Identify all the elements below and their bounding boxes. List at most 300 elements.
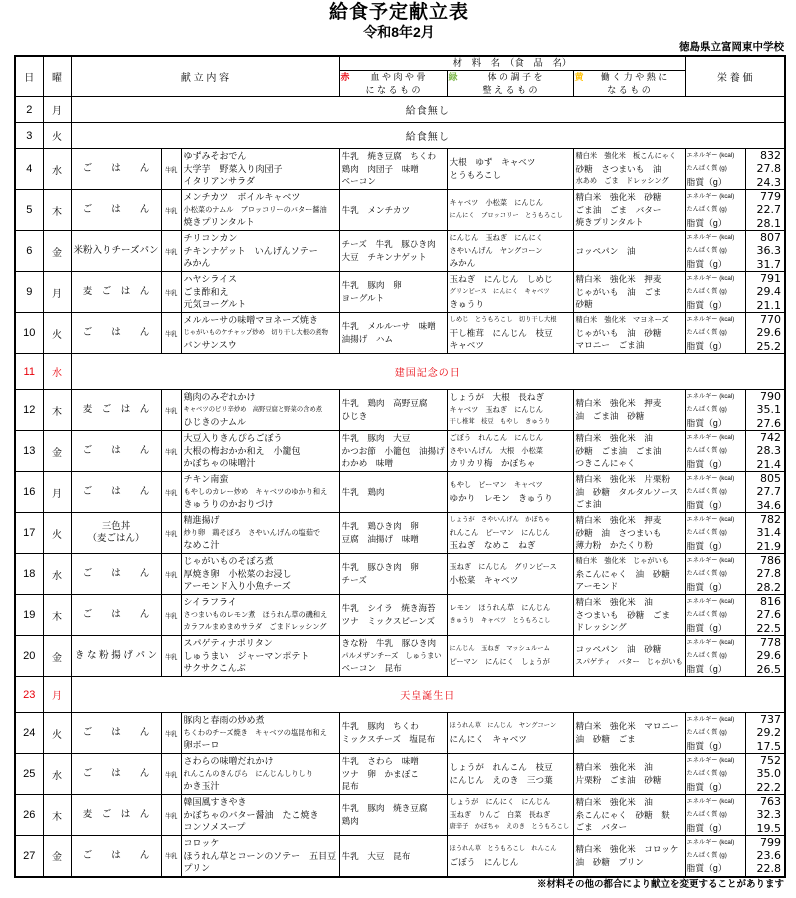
yellow-foods-cell [573,713,685,754]
yellow-foods-cell [573,390,685,431]
nutrition-label: 脂質（g） [686,781,727,792]
nutrition-value: 27.8 [756,567,782,581]
text-line: ひじきのナムル [183,417,247,428]
text-line: 玉ねぎ りんご 白菜 長ねぎ [449,809,551,819]
text-line: 玉ねぎ にんじん しめじ [449,274,553,285]
staple-line: ご は ん [82,727,150,738]
nutrition-value: 35.1 [756,403,782,417]
dishes-cell [181,595,339,636]
text-line: れんこんのきんぴら にんじんしりしり [183,768,313,778]
nutrition-label: たんぱく質 (g) [686,165,727,173]
nutrition-label: たんぱく質 (g) [686,247,727,255]
nutrition-value: 25.2 [756,339,782,353]
dishes-cell [181,513,339,554]
milk-cell: 牛乳 [161,272,181,313]
weekday-cell: 水 [43,149,71,190]
text-line: コンソメスープ [183,822,246,833]
text-line: かぼちゃの味噌汁 [183,458,256,469]
dishes-cell [181,149,339,190]
nutrition-label: 脂質（g） [686,217,727,228]
nutrition-label: 脂質（g） [686,540,727,551]
text-line: 牛乳 豚肉 大豆 [341,433,411,444]
text-line: 精白米 強化米 油 [575,597,653,608]
nutrition-value: 816 [760,595,782,609]
nutrition-value: 29.4 [756,285,782,299]
table-row [15,754,785,795]
text-line: 牛乳 豚肉 卵 [341,280,402,291]
yellow-foods-cell [573,554,685,595]
text-line: 油 ごま油 砂糖 [575,411,645,421]
day-cell: 23 [15,677,43,713]
text-line: 牛乳 鶏肉 高野豆腐 [341,398,428,409]
nutrition-value: 29.2 [756,726,782,740]
nutrition-labels-cell [685,513,745,554]
text-line: きゅうりのかおりづけ [183,499,274,510]
staple-line: ご は ん [82,486,150,497]
green-foods-cell [447,472,573,513]
nutrition-value: 29.6 [756,326,782,340]
table-row [15,390,785,431]
nutrition-labels-cell [685,472,745,513]
day-cell: 24 [15,713,43,754]
text-line: イタリアンサラダ [183,176,256,187]
nutrition-label: たんぱく質 (g) [686,811,727,819]
day-cell: 9 [15,272,43,313]
text-line: つきこんにゃく [575,458,636,469]
staple-cell [71,836,161,877]
text-line: 大豆入りきんぴらごぼう [183,433,283,444]
milk-cell: 牛乳 [161,190,181,231]
day-cell: 25 [15,754,43,795]
nutrition-value: 35.0 [756,767,782,781]
text-line: カリカリ梅 かぼちゃ [449,458,536,469]
text-line: 昆布 [341,781,359,792]
text-line: ちくわのチーズ焼き キャベツの塩昆布和え [183,727,327,737]
green-foods-cell [447,595,573,636]
text-line: ヨーグルト [341,293,385,303]
nutrition-value: 31.4 [756,526,782,540]
milk-cell: 牛乳 [161,149,181,190]
green-foods-cell [447,313,573,354]
text-line: じゃがいものケチャップ炒め 切り干し大根の煮物 [183,328,328,336]
dishes-cell [181,390,339,431]
milk-cell: 牛乳 [161,513,181,554]
staple-cell [71,513,161,554]
yellow-foods-cell [573,231,685,272]
nutrition-labels-cell [685,636,745,677]
weekday-cell: 金 [43,636,71,677]
text-line: さつまいものレモン煮 ほうれん草の磯和え [183,609,328,619]
text-line: きゅうり キャベツ とうもろこし [449,617,551,624]
milk-cell: 牛乳 [161,595,181,636]
nutrition-label: 脂質（g） [686,499,727,510]
milk-cell: 牛乳 [161,313,181,354]
nutrition-values-cell [745,513,785,554]
text-line: カラフルまめまめサラダ ごまドレッシング [183,622,327,632]
nutrition-label: たんぱく質 (g) [686,611,727,619]
nutrition-label: エネルギー (kcal) [686,557,735,565]
text-line: みかん [449,258,476,269]
milk-cell: 牛乳 [161,754,181,795]
nutrition-label: エネルギー (kcal) [686,275,735,283]
text-line: 片栗粉 ごま油 砂糖 [575,775,662,785]
text-line: 精白米 強化米 押麦 [575,398,662,409]
nutrition-values-cell [745,595,785,636]
text-line: にんじん 玉ねぎ にんにく [449,233,543,243]
text-line: グリンピース にんにく キャベツ [449,287,550,295]
staple-cell [71,272,161,313]
yellow-foods-cell [573,431,685,472]
header-red-group: 赤 血 や 肉 や 骨 に な る も の [339,71,447,97]
red-foods-cell [339,149,447,190]
text-line: 糸こんにゃく 砂糖 麩 [575,809,670,820]
dishes-cell [181,636,339,677]
staple-line: ご は ん [82,849,150,861]
nutrition-value: 21.9 [756,539,782,553]
text-line: 炒り卵 鶏そぼろ さやいんげんの塩茹で [183,527,321,537]
nutrition-label: エネルギー (kcal) [686,639,735,647]
text-line: きな粉 牛乳 豚ひき肉 [341,638,437,649]
text-line: アーモンド入り小魚チーズ [183,581,291,592]
text-line: 小松菜 キャベツ [449,575,519,585]
green-foods-cell [447,636,573,677]
text-line: 大根 ゆず キャベツ [449,157,536,168]
text-line: ごま バター [575,822,628,833]
nutrition-label: たんぱく質 (g) [686,729,727,737]
nutrition-value: 770 [760,313,782,327]
menu-table-body [15,97,785,877]
text-line: 大学芋 野菜入り肉団子 [183,163,283,174]
nutrition-label: たんぱく質 (g) [686,570,727,578]
weekday-cell: 月 [43,272,71,313]
nutrition-value: 27.8 [756,162,782,176]
text-line: ほうれん草 とうもろこし れんこん [449,845,557,853]
green-foods-cell [447,554,573,595]
red-foods-cell [339,390,447,431]
text-line: 油 砂糖 プリン [575,856,644,867]
nutrition-labels-cell [685,754,745,795]
text-line: にんにく ブロッコリー とうもろこし [449,212,563,219]
milk-cell: 牛乳 [161,795,181,836]
text-line: みかん [183,258,211,269]
text-line: 厚焼き卵 小松菜のお浸し [183,568,292,579]
nutrition-labels-cell [685,836,745,877]
nutrition-value: 27.7 [756,485,782,499]
weekday-cell: 火 [43,123,71,149]
text-line: じゃがいも 油 ごま [575,286,662,297]
header-day: 日 [15,56,43,97]
nutrition-label: たんぱく質 (g) [686,770,727,778]
day-cell: 10 [15,313,43,354]
header-nutrition: 栄 養 価 [685,56,785,97]
staple-cell [71,636,161,677]
green-foods-cell [447,431,573,472]
day-cell: 2 [15,97,43,123]
staple-line: 三色丼 [101,521,131,532]
text-line: チーズ 牛乳 豚ひき肉 [341,239,436,250]
text-line: 精白米 強化米 マヨネーズ [575,315,669,325]
nutrition-label: エネルギー (kcal) [686,598,735,606]
text-line: ほうれん草 にんじん ヤングコーン [449,722,557,730]
text-line: チリコンカン [183,233,238,244]
header-materials: 材 料 名 （食 品 名） [339,56,685,71]
nutrition-label: たんぱく質 (g) [686,406,727,414]
table-row [15,313,785,354]
text-line: 小松菜のナムル ブロッコリーのバター醤油 [183,204,327,214]
text-line: 元気ヨーグルト [183,299,247,310]
staple-line: 米粉入りチーズパン [73,245,159,256]
nutrition-value: 22.7 [756,203,782,217]
dishes-cell [181,431,339,472]
staple-cell [71,754,161,795]
yellow-foods-cell [573,272,685,313]
text-line: ベーコン [341,176,376,187]
nutrition-labels-cell [685,431,745,472]
day-cell: 26 [15,795,43,836]
nutrition-value: 24.3 [756,175,782,189]
staple-cell [71,595,161,636]
table-row [15,97,785,123]
dishes-cell [181,313,339,354]
text-line: 砂糖 [575,299,593,310]
text-line: 精白米 強化米 砂糖 [575,192,662,203]
staple-cell [71,313,161,354]
text-line: ごぼう にんじん [449,856,519,867]
weekday-cell: 金 [43,836,71,877]
nutrition-label: 脂質（g） [686,581,727,592]
text-line: 精進揚げ [183,515,220,526]
table-row [15,190,785,231]
nutrition-values-cell [745,313,785,354]
text-line: 豆腐 油揚げ 味噌 [341,534,419,544]
weekday-cell: 木 [43,390,71,431]
table-row [15,836,785,877]
green-foods-cell [447,795,573,836]
nutrition-label: たんぱく質 (g) [686,652,727,660]
nutrition-value: 29.6 [756,649,782,663]
header-yellow-group: 黄 働 く 力 や 熱 に な る も の [573,71,685,97]
yellow-group-mark: 黄 [574,72,584,82]
text-line: 大根の梅おかか和え 小籠包 [183,445,301,456]
yellow-foods-cell [573,513,685,554]
weekday-cell: 木 [43,795,71,836]
red-foods-cell [339,595,447,636]
no-lunch-cell: 給食無し [71,97,785,123]
dishes-cell [181,795,339,836]
staple-line: ご は ん [82,768,150,779]
weekday-cell: 水 [43,754,71,795]
nutrition-labels-cell [685,713,745,754]
dishes-cell [181,754,339,795]
text-line: 精白米 強化米 片栗粉 [575,474,671,485]
text-line: 鶏肉 [341,816,359,826]
milk-cell: 牛乳 [161,390,181,431]
text-line: なめこ汁 [183,540,220,551]
text-line: 油 砂糖 タルタルソース [575,486,678,497]
dishes-cell [181,231,339,272]
nutrition-values-cell [745,149,785,190]
yellow-foods-cell [573,754,685,795]
day-cell: 27 [15,836,43,877]
text-line: 牛乳 シイラ 焼き海苔 [341,603,436,614]
text-line: 水あめ ごま ドレッシング [575,176,669,186]
nutrition-label: 脂質（g） [686,417,727,428]
table-row [15,554,785,595]
nutrition-value: 28.3 [756,444,782,458]
text-line: ゆかり レモン きゅうり [449,493,553,503]
day-cell: 4 [15,149,43,190]
text-line: 牛乳 メルルーサ 味噌 [341,321,436,332]
day-cell: 3 [15,123,43,149]
text-line: スパゲティナポリタン [183,638,273,649]
nutrition-values-cell [745,836,785,877]
text-line: 牛乳 豚ひき肉 卵 [341,562,419,573]
table-row [15,677,785,713]
text-line: きゅうり [449,299,484,310]
page-subtitle: 令和8年2月 [363,24,435,40]
text-line: メルルーサの味噌マヨネーズ焼き [183,315,318,326]
yellow-foods-cell [573,190,685,231]
green-group-mark: 緑 [448,72,458,82]
text-line: 牛乳 豚肉 焼き豆腐 [341,803,428,814]
weekday-cell: 水 [43,354,71,390]
text-line: ツナ ミックスビーンズ [341,616,436,626]
nutrition-label: エネルギー (kcal) [686,516,735,524]
nutrition-value: 23.6 [756,849,782,863]
staple-cell [71,713,161,754]
text-line: かぼちゃのバター醤油 たこ焼き [183,809,319,820]
staple-line: ご は ん [82,609,150,620]
footnote: ※材料その他の都合により献立を変更することがあります [536,878,784,890]
red-foods-cell [339,472,447,513]
green-foods-cell [447,190,573,231]
lunch-menu-table [14,55,786,878]
text-line: 韓国風すきやき [183,797,247,808]
nutrition-value: 791 [760,272,782,286]
red-foods-cell [339,636,447,677]
text-line: 精白米 強化米 油 [575,762,653,773]
nutrition-value: 28.1 [756,216,782,230]
yellow-foods-cell [573,149,685,190]
nutrition-value: 778 [760,636,782,650]
nutrition-label: 脂質（g） [686,663,727,674]
school-name: 徳島県立富岡東中学校 [679,41,784,53]
text-line: ピーマン にんにく しょうが [449,657,550,666]
text-line: 玉ねぎ にんじん グリンピース [449,562,557,572]
green-foods-cell [447,149,573,190]
staple-cell [71,190,161,231]
nutrition-labels-cell [685,272,745,313]
text-line: 牛乳 鶏肉 [341,486,385,497]
green-foods-cell [447,272,573,313]
text-line: スパゲティ バター じゃがいも [575,657,683,666]
red-group-mark: 赤 [340,72,350,82]
nutrition-values-cell [745,754,785,795]
nutrition-label: たんぱく質 (g) [686,488,727,496]
yellow-foods-cell [573,472,685,513]
nutrition-labels-cell [685,795,745,836]
nutrition-value: 752 [760,754,782,768]
staple-line: ご は ん [82,204,150,215]
table-row [15,149,785,190]
text-line: にんじん えのき 三つ葉 [449,775,553,785]
text-line: 焼きプリンタルト [183,217,255,228]
nutrition-label: 脂質（g） [686,458,727,469]
text-line: もやしのカレー炒め キャベツのゆかり和え [183,486,328,496]
text-line: パルメザンチーズ しゅうまい [341,650,442,660]
text-line: キャベツ 玉ねぎ にんじん [449,404,543,414]
text-line: 牛乳 鶏ひき肉 卵 [341,521,419,532]
nutrition-labels-cell [685,231,745,272]
day-cell: 6 [15,231,43,272]
dishes-cell [181,836,339,877]
nutrition-value: 27.6 [756,608,782,622]
nutrition-label: 脂質（g） [686,340,727,351]
staple-line: ご は ん [82,327,150,338]
table-row [15,713,785,754]
text-line: じゃがいものそぼろ煮 [183,556,274,567]
text-line: 砂糖 ごま油 ごま油 [575,445,662,456]
red-foods-cell [339,431,447,472]
nutrition-labels-cell [685,149,745,190]
weekday-cell: 木 [43,595,71,636]
weekday-cell: 金 [43,231,71,272]
text-line: 鶏肉のみぞれかけ [183,392,256,403]
day-cell: 13 [15,431,43,472]
nutrition-value: 790 [760,390,782,404]
no-lunch-cell: 給食無し [71,123,785,149]
text-line: とうもろこし [449,170,502,180]
holiday-cell: 天皇誕生日 [71,677,785,713]
red-foods-cell [339,713,447,754]
red-foods-cell [339,231,447,272]
text-line: 焼きプリンタルト [575,217,644,228]
dishes-cell [181,272,339,313]
weekday-cell: 月 [43,677,71,713]
text-line: 鶏肉 肉団子 味噌 [341,163,419,174]
text-line: ゆずみそおでん [183,151,247,162]
nutrition-label: 脂質（g） [686,740,727,751]
text-line: しょうが にんにく にんじん [449,797,551,807]
nutrition-value: 32.3 [756,808,782,822]
day-cell: 12 [15,390,43,431]
header-menu: 献 立 内 容 [71,56,339,97]
text-line: しょうが 大根 長ねぎ [449,392,545,403]
weekday-cell: 金 [43,431,71,472]
nutrition-value: 807 [760,231,782,245]
text-line: 薄力粉 かたくり粉 [575,540,653,551]
nutrition-values-cell [745,190,785,231]
yellow-foods-cell [573,836,685,877]
text-line: しゅうまい ジャーマンポテト [183,650,310,661]
text-line: シイラフライ [183,597,237,608]
table-header [15,56,785,97]
staple-line: （麦ごはん） [87,533,145,544]
day-cell: 16 [15,472,43,513]
table-row [15,231,785,272]
red-foods-cell [339,272,447,313]
nutrition-value: 799 [760,836,782,849]
nutrition-values-cell [745,472,785,513]
text-line: 玉ねぎ なめこ ねぎ [449,540,536,551]
yellow-foods-cell [573,595,685,636]
text-line: キャベツ [449,340,484,351]
nutrition-values-cell [745,713,785,754]
text-line: 精白米 強化米 板こんにゃく [575,151,677,161]
milk-cell: 牛乳 [161,713,181,754]
nutrition-label: 脂質（g） [686,258,727,269]
green-foods-cell [447,513,573,554]
